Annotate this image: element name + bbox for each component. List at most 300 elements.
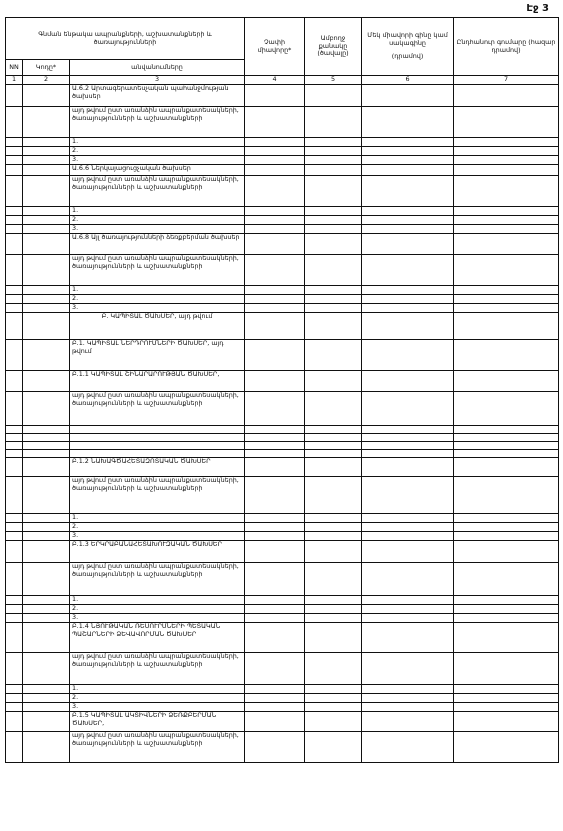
empty-cell	[305, 294, 362, 303]
item-name-cell: 2.	[70, 146, 245, 155]
table-row	[6, 285, 559, 294]
table-row	[6, 106, 559, 137]
empty-cell	[245, 215, 305, 224]
item-name-cell: Բ.1.4 ՆՅՈՒԹԱԿԱՆ ՌԵՍՈՒՐՍՆԵՐԻ ՊԵՏԱԿԱՆ ՊԱՇԱՐՆԵՐԻ ՁԵՎԱՎՈՐՄԱՆ ԾԱԽՍԵՐ	[70, 622, 245, 652]
empty-cell	[6, 254, 23, 285]
empty-cell	[305, 254, 362, 285]
empty-cell	[23, 531, 70, 540]
empty-cell	[23, 562, 70, 595]
empty-cell	[245, 711, 305, 731]
empty-cell	[6, 652, 23, 684]
empty-cell	[23, 433, 70, 441]
empty-cell	[6, 562, 23, 595]
empty-cell	[6, 433, 23, 441]
table-row	[6, 294, 559, 303]
empty-cell	[305, 106, 362, 137]
table-row	[6, 339, 559, 370]
empty-cell	[362, 693, 454, 702]
item-name-cell: Բ.1. ԿԱՊԻՏԱԼ ՆԵՐԴՐՈՒՄՆԵՐԻ ԾԱԽՍԵՐ, այդ թվում	[70, 339, 245, 370]
empty-cell	[454, 702, 559, 711]
empty-cell	[6, 457, 23, 476]
empty-cell	[23, 540, 70, 562]
empty-cell	[454, 449, 559, 457]
empty-cell	[6, 106, 23, 137]
table-row	[6, 425, 559, 433]
empty-cell	[305, 137, 362, 146]
item-name-cell: Բ. ԿԱՊԻՏԱԼ ԾԱԽՍԵՐ, այդ թվում	[70, 312, 245, 339]
empty-cell	[362, 441, 454, 449]
empty-cell	[6, 622, 23, 652]
table-row	[6, 693, 559, 702]
header-unit: Չափի միավորը*	[245, 18, 305, 76]
empty-cell	[454, 457, 559, 476]
empty-cell	[454, 164, 559, 175]
item-name-cell: այդ թվում ըստ առանձին ապրանքատեսակների, ծառայությունների և աշխատանքների	[70, 562, 245, 595]
empty-cell	[454, 312, 559, 339]
empty-cell	[362, 540, 454, 562]
empty-cell	[362, 294, 454, 303]
empty-cell	[362, 254, 454, 285]
empty-cell	[454, 652, 559, 684]
empty-cell	[23, 224, 70, 233]
empty-cell	[23, 303, 70, 312]
empty-cell	[6, 224, 23, 233]
empty-cell	[362, 457, 454, 476]
empty-cell	[454, 562, 559, 595]
empty-cell	[6, 531, 23, 540]
empty-cell	[23, 513, 70, 522]
empty-cell	[362, 531, 454, 540]
item-name-cell: այդ թվում ըստ առանձին ապրանքատեսակների, ծառայությունների և աշխատանքների	[70, 391, 245, 425]
empty-cell	[6, 604, 23, 613]
empty-cell	[454, 604, 559, 613]
empty-cell	[454, 433, 559, 441]
empty-cell	[362, 391, 454, 425]
empty-cell	[23, 441, 70, 449]
empty-cell	[23, 522, 70, 531]
item-name-cell: 1.	[70, 206, 245, 215]
table-row	[6, 206, 559, 215]
item-name-cell: 1.	[70, 595, 245, 604]
empty-cell	[305, 531, 362, 540]
item-name-cell: 1.	[70, 684, 245, 693]
item-name-cell: Բ.1.1 ԿԱՊԻՏԱԼ ՇԻՆԱՐԱՐՈՒԹՅԱՆ ԾԱԽՍԵՐ,	[70, 370, 245, 391]
item-name-cell: այդ թվում ըստ առանձին ապրանքատեսակների, ծառայությունների և աշխատանքների	[70, 254, 245, 285]
empty-cell	[362, 106, 454, 137]
item-name-cell: այդ թվում ըստ առանձին ապրանքատեսակների, ծառայությունների և աշխատանքների	[70, 652, 245, 684]
empty-cell	[6, 540, 23, 562]
page-number: Էջ 3	[526, 3, 549, 14]
table-row	[6, 441, 559, 449]
empty-cell	[305, 595, 362, 604]
item-name-cell: 2.	[70, 294, 245, 303]
empty-cell	[6, 84, 23, 106]
empty-cell	[305, 285, 362, 294]
empty-cell	[23, 339, 70, 370]
empty-cell	[454, 370, 559, 391]
header-unit-price	[362, 18, 454, 76]
header-unit-price-currency: (դրամով)	[391, 52, 424, 61]
item-name-cell: այդ թվում ըստ առանձին ապրանքատեսակների, ծառայությունների և աշխատանքների	[70, 175, 245, 206]
empty-cell	[245, 84, 305, 106]
item-name-cell	[70, 449, 245, 457]
empty-cell	[23, 106, 70, 137]
empty-cell	[362, 285, 454, 294]
empty-cell	[454, 137, 559, 146]
empty-cell	[454, 224, 559, 233]
empty-cell	[245, 731, 305, 762]
empty-cell	[305, 391, 362, 425]
empty-cell	[23, 613, 70, 622]
empty-cell	[245, 441, 305, 449]
empty-cell	[6, 146, 23, 155]
empty-cell	[245, 146, 305, 155]
empty-cell	[23, 312, 70, 339]
table-row	[6, 146, 559, 155]
empty-cell	[305, 303, 362, 312]
table-row	[6, 595, 559, 604]
item-name-cell: Բ.1.2 ՆԱԽԱԳԾԱՀԵՏԱԶՈՏԱԿԱՆ ԾԱԽՍԵՐ	[70, 457, 245, 476]
item-name-cell: 2.	[70, 215, 245, 224]
table-row	[6, 702, 559, 711]
empty-cell	[245, 604, 305, 613]
header-code: Կոդը*	[23, 60, 70, 76]
empty-cell	[454, 731, 559, 762]
empty-cell	[23, 693, 70, 702]
empty-cell	[362, 312, 454, 339]
empty-cell	[23, 622, 70, 652]
empty-cell	[6, 137, 23, 146]
empty-cell	[23, 457, 70, 476]
item-name-cell: 3.	[70, 303, 245, 312]
table-row	[6, 731, 559, 762]
empty-cell	[6, 370, 23, 391]
column-number: 2	[23, 76, 70, 85]
empty-cell	[6, 391, 23, 425]
empty-cell	[6, 441, 23, 449]
empty-cell	[6, 702, 23, 711]
empty-cell	[245, 294, 305, 303]
empty-cell	[362, 522, 454, 531]
table-row	[6, 622, 559, 652]
column-number: 7	[454, 76, 559, 85]
empty-cell	[305, 233, 362, 254]
empty-cell	[245, 531, 305, 540]
empty-cell	[23, 254, 70, 285]
empty-cell	[454, 391, 559, 425]
table-row	[6, 711, 559, 731]
empty-cell	[305, 206, 362, 215]
empty-cell	[362, 711, 454, 731]
empty-cell	[6, 449, 23, 457]
table-row	[6, 303, 559, 312]
empty-cell	[454, 693, 559, 702]
table-row	[6, 562, 559, 595]
item-name-cell: այդ թվում ըստ առանձին ապրանքատեսակների, ծառայությունների և աշխատանքների	[70, 106, 245, 137]
item-name-cell: 2.	[70, 522, 245, 531]
empty-cell	[305, 513, 362, 522]
empty-cell	[23, 155, 70, 164]
empty-cell	[23, 595, 70, 604]
empty-cell	[245, 233, 305, 254]
empty-cell	[245, 164, 305, 175]
empty-cell	[23, 652, 70, 684]
table-body	[6, 84, 559, 762]
empty-cell	[23, 476, 70, 513]
empty-cell	[454, 711, 559, 731]
empty-cell	[245, 702, 305, 711]
header-group-title: Գնման ենթակա ապրանքների, աշխատանքների և ծառայությունների	[6, 18, 245, 60]
empty-cell	[23, 702, 70, 711]
header-total-quantity: Ամբողջ քանակը (ծավալը)	[305, 18, 362, 76]
empty-cell	[6, 595, 23, 604]
empty-cell	[6, 613, 23, 622]
header-nn: NN	[6, 60, 23, 76]
table-row	[6, 370, 559, 391]
empty-cell	[362, 233, 454, 254]
empty-cell	[245, 622, 305, 652]
empty-cell	[245, 693, 305, 702]
item-name-cell: 3.	[70, 224, 245, 233]
empty-cell	[245, 285, 305, 294]
item-name-cell: 3.	[70, 613, 245, 622]
empty-cell	[305, 164, 362, 175]
empty-cell	[362, 370, 454, 391]
item-name-cell: այդ թվում ըստ առանձին ապրանքատեսակների, ծառայությունների և աշխատանքների	[70, 731, 245, 762]
table-row	[6, 137, 559, 146]
empty-cell	[305, 562, 362, 595]
empty-cell	[362, 224, 454, 233]
empty-cell	[454, 285, 559, 294]
empty-cell	[6, 513, 23, 522]
empty-cell	[362, 164, 454, 175]
item-name-cell: 1.	[70, 137, 245, 146]
empty-cell	[245, 254, 305, 285]
empty-cell	[6, 339, 23, 370]
table-row	[6, 164, 559, 175]
empty-cell	[23, 84, 70, 106]
table-row	[6, 457, 559, 476]
empty-cell	[245, 312, 305, 339]
empty-cell	[245, 106, 305, 137]
empty-cell	[6, 522, 23, 531]
table-row	[6, 513, 559, 522]
empty-cell	[362, 562, 454, 595]
column-number: 1	[6, 76, 23, 85]
table-row	[6, 531, 559, 540]
empty-cell	[454, 339, 559, 370]
empty-cell	[454, 522, 559, 531]
table-row	[6, 433, 559, 441]
item-name-cell: այդ թվում ըստ առանձին ապրանքատեսակների, ծառայությունների և աշխատանքների	[70, 476, 245, 513]
empty-cell	[6, 711, 23, 731]
table-row	[6, 540, 559, 562]
empty-cell	[305, 224, 362, 233]
empty-cell	[454, 540, 559, 562]
empty-cell	[23, 425, 70, 433]
empty-cell	[454, 684, 559, 693]
empty-cell	[23, 449, 70, 457]
empty-cell	[305, 433, 362, 441]
item-name-cell: 3.	[70, 531, 245, 540]
empty-cell	[305, 622, 362, 652]
item-name-cell: Բ.1.5 ԿԱՊԻՏԱԼ ԱԿՏԻՎՆԵՐԻ ՁԵՌՔԲԵՐՄԱՆ ԾԱԽՍԵՐ,	[70, 711, 245, 731]
empty-cell	[362, 731, 454, 762]
empty-cell	[245, 224, 305, 233]
column-number: 3	[70, 76, 245, 85]
empty-cell	[454, 254, 559, 285]
empty-cell	[362, 339, 454, 370]
empty-cell	[362, 84, 454, 106]
empty-cell	[362, 155, 454, 164]
empty-cell	[23, 233, 70, 254]
empty-cell	[305, 339, 362, 370]
empty-cell	[305, 684, 362, 693]
empty-cell	[305, 370, 362, 391]
empty-cell	[305, 613, 362, 622]
column-number: 5	[305, 76, 362, 85]
empty-cell	[362, 604, 454, 613]
empty-cell	[454, 155, 559, 164]
item-name-cell: 1.	[70, 513, 245, 522]
procurement-table	[5, 17, 559, 763]
item-name-cell	[70, 433, 245, 441]
empty-cell	[245, 206, 305, 215]
empty-cell	[6, 476, 23, 513]
empty-cell	[305, 441, 362, 449]
empty-cell	[245, 613, 305, 622]
empty-cell	[454, 476, 559, 513]
empty-cell	[245, 155, 305, 164]
empty-cell	[305, 312, 362, 339]
empty-cell	[305, 693, 362, 702]
table-row	[6, 155, 559, 164]
empty-cell	[454, 206, 559, 215]
empty-cell	[245, 137, 305, 146]
empty-cell	[245, 303, 305, 312]
empty-cell	[245, 391, 305, 425]
header-name: անվանումները	[70, 60, 245, 76]
empty-cell	[362, 684, 454, 693]
empty-cell	[23, 137, 70, 146]
empty-cell	[23, 175, 70, 206]
table-row	[6, 449, 559, 457]
empty-cell	[362, 206, 454, 215]
item-name-cell: Բ.1.3 ԵՐԿՐԱԲԱՆԱՀԵՏԱԽՈՒԶԱԿԱՆ ԾԱԽՍԵՐ	[70, 540, 245, 562]
empty-cell	[23, 206, 70, 215]
empty-cell	[362, 702, 454, 711]
empty-cell	[23, 215, 70, 224]
empty-cell	[6, 233, 23, 254]
empty-cell	[454, 513, 559, 522]
empty-cell	[454, 303, 559, 312]
empty-cell	[6, 155, 23, 164]
header-unit-price-label: Մեկ միավորի գինը կամ սակագինը	[367, 30, 448, 47]
empty-cell	[362, 613, 454, 622]
empty-cell	[23, 164, 70, 175]
empty-cell	[23, 684, 70, 693]
empty-cell	[245, 339, 305, 370]
empty-cell	[245, 513, 305, 522]
empty-cell	[305, 215, 362, 224]
empty-cell	[6, 303, 23, 312]
item-name-cell	[70, 425, 245, 433]
item-name-cell: 3.	[70, 155, 245, 164]
empty-cell	[6, 425, 23, 433]
empty-cell	[245, 425, 305, 433]
item-name-cell: Ա.6.2 Արտագերատեսչական պահանջմության ծախսեր	[70, 84, 245, 106]
empty-cell	[362, 476, 454, 513]
empty-cell	[6, 285, 23, 294]
empty-cell	[245, 433, 305, 441]
empty-cell	[454, 146, 559, 155]
empty-cell	[454, 175, 559, 206]
empty-cell	[6, 693, 23, 702]
empty-cell	[305, 711, 362, 731]
empty-cell	[245, 370, 305, 391]
empty-cell	[305, 604, 362, 613]
item-name-cell: 2.	[70, 604, 245, 613]
empty-cell	[6, 312, 23, 339]
empty-cell	[305, 457, 362, 476]
empty-cell	[245, 476, 305, 513]
empty-cell	[305, 155, 362, 164]
empty-cell	[245, 540, 305, 562]
empty-cell	[362, 433, 454, 441]
table-row	[6, 215, 559, 224]
table-row	[6, 224, 559, 233]
item-name-cell: 3.	[70, 702, 245, 711]
empty-cell	[362, 215, 454, 224]
table-row	[6, 476, 559, 513]
item-name-cell	[70, 441, 245, 449]
empty-cell	[245, 652, 305, 684]
empty-cell	[6, 164, 23, 175]
empty-cell	[454, 106, 559, 137]
empty-cell	[362, 622, 454, 652]
empty-cell	[23, 711, 70, 731]
empty-cell	[6, 215, 23, 224]
empty-cell	[305, 84, 362, 106]
empty-cell	[23, 285, 70, 294]
empty-cell	[362, 137, 454, 146]
empty-cell	[362, 146, 454, 155]
column-number: 6	[362, 76, 454, 85]
empty-cell	[454, 613, 559, 622]
item-name-cell: 2.	[70, 693, 245, 702]
empty-cell	[6, 294, 23, 303]
table-row	[6, 684, 559, 693]
table-row	[6, 522, 559, 531]
empty-cell	[245, 175, 305, 206]
item-name-cell: 1.	[70, 285, 245, 294]
item-name-cell: Ա.6.8 Այլ ծառայությունների ձեռքբերման ծախսեր	[70, 233, 245, 254]
empty-cell	[362, 303, 454, 312]
empty-cell	[454, 425, 559, 433]
item-name-cell: Ա.6.6 Ներկայացուցչական ծախսեր	[70, 164, 245, 175]
table-row	[6, 613, 559, 622]
empty-cell	[362, 175, 454, 206]
table-row	[6, 233, 559, 254]
empty-cell	[305, 540, 362, 562]
empty-cell	[6, 175, 23, 206]
table-row	[6, 175, 559, 206]
empty-cell	[454, 622, 559, 652]
empty-cell	[305, 146, 362, 155]
header-total-amount: Ընդհանուր գումարը (հազար դրամով)	[454, 18, 559, 76]
empty-cell	[245, 522, 305, 531]
empty-cell	[362, 652, 454, 684]
